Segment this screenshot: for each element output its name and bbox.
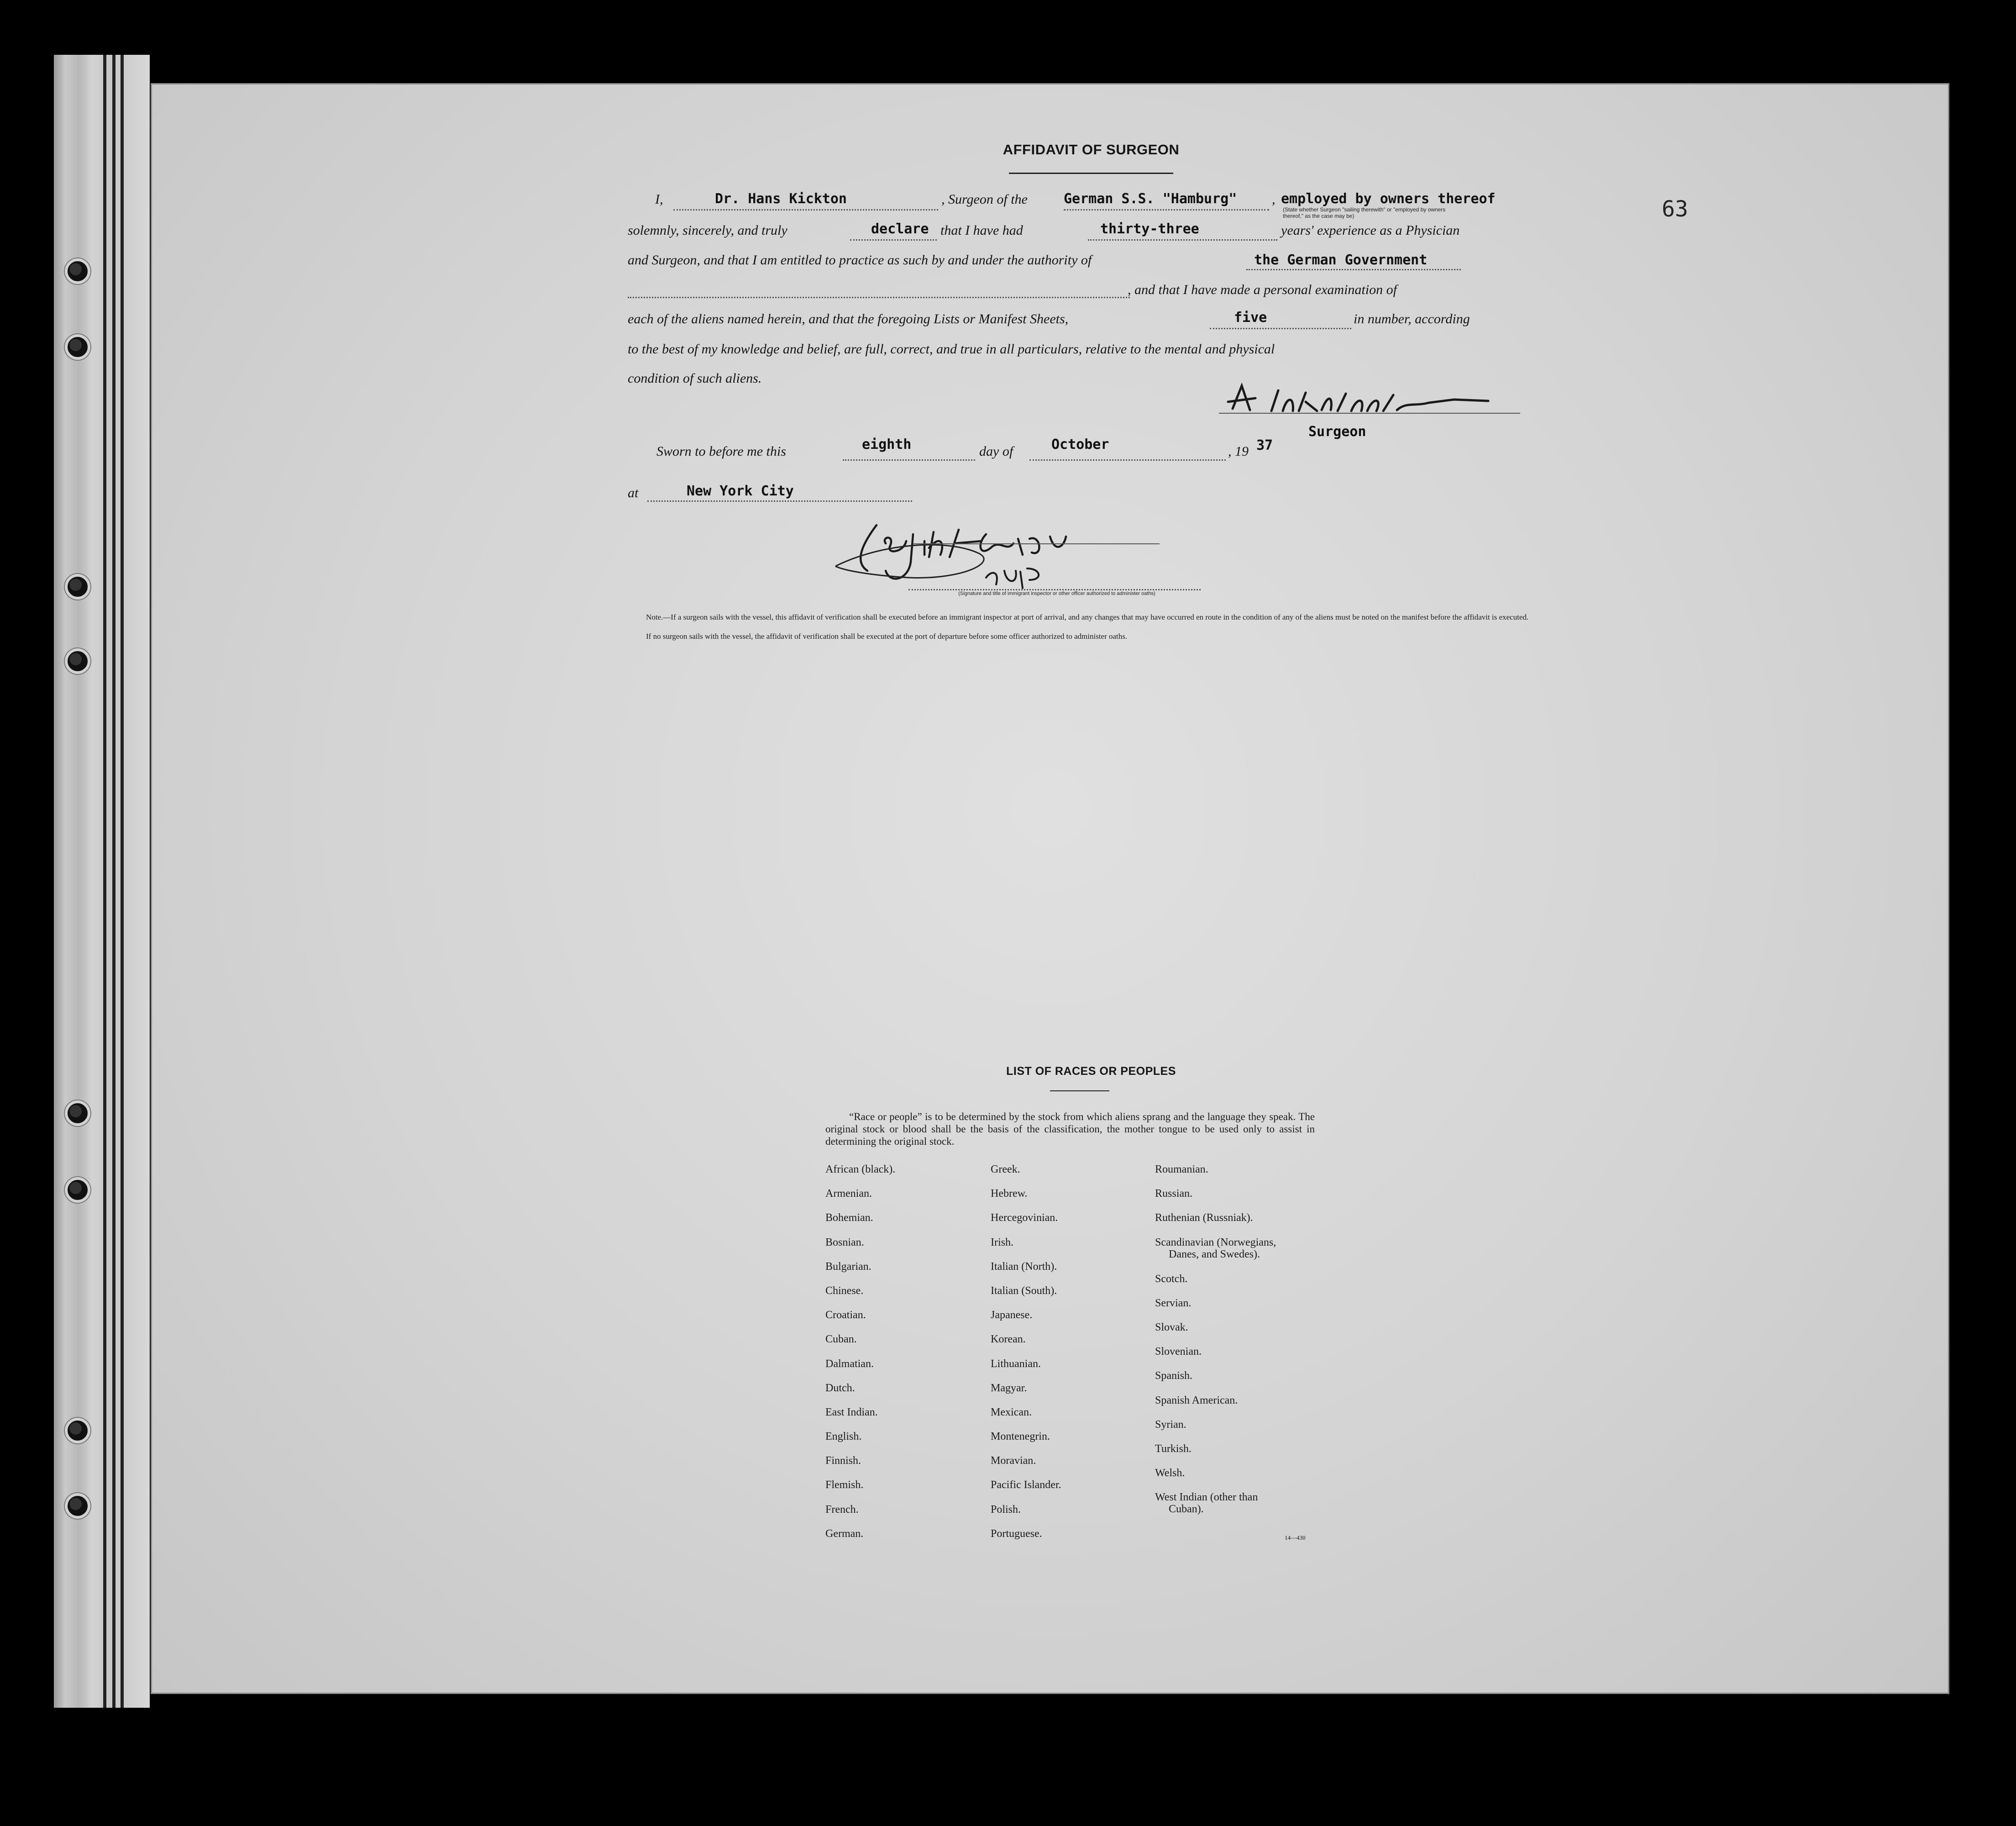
surgeon-of-the-text: , Surgeon of the xyxy=(941,192,1028,207)
race-item: Scandinavian (Norwegians, xyxy=(1155,1236,1276,1248)
race-item: Slovak. xyxy=(1155,1321,1188,1333)
punch-hole xyxy=(65,1177,90,1203)
vessel-blank xyxy=(1064,209,1269,210)
that-i-have-had-text: that I have had xyxy=(940,223,1023,238)
race-item: Ruthenian (Russniak). xyxy=(1155,1212,1253,1224)
races-column-1 xyxy=(825,1163,895,1552)
race-item: Lithuanian. xyxy=(991,1358,1041,1370)
races-title: LIST OF RACES OR PEOPLES xyxy=(1006,1065,1176,1078)
affidavit-pre-name: I, xyxy=(655,192,663,207)
punch-hole xyxy=(65,648,90,674)
race-item: Scotch. xyxy=(1155,1273,1188,1285)
race-item: Bohemian. xyxy=(825,1212,873,1224)
punch-hole xyxy=(65,334,90,360)
race-item: Finnish. xyxy=(825,1455,861,1467)
punch-hole xyxy=(65,1418,90,1443)
race-item: Spanish American. xyxy=(1155,1394,1238,1406)
race-item: Greek. xyxy=(991,1163,1020,1175)
races-intro: “Race or people” is to be determined by the stock from which aliens sprang and the language they speak. The original stock or blood shall be the basis of the classification, the mother tongue to be used only to assist in determining the original stock. xyxy=(825,1111,1315,1147)
declare-blank xyxy=(850,239,937,241)
race-item: Pacific Islander. xyxy=(991,1479,1061,1491)
surgeon-signature-line xyxy=(1219,413,1520,414)
race-item: Mexican. xyxy=(991,1406,1032,1418)
punch-hole xyxy=(65,258,90,284)
sworn-day-value: eighth xyxy=(862,437,912,453)
sworn-day-blank xyxy=(843,459,975,461)
race-item: Russian. xyxy=(1155,1188,1193,1200)
sworn-month-value: October xyxy=(1051,437,1109,453)
sworn-month-blank xyxy=(1029,459,1226,461)
race-item: Bulgarian. xyxy=(825,1260,872,1273)
page-number: 63 xyxy=(1662,196,1688,222)
officer-signature xyxy=(826,516,1155,594)
race-item: Roumanian. xyxy=(1155,1163,1208,1175)
employment-status: employed by owners thereof xyxy=(1281,191,1496,207)
surgeon-label: Surgeon xyxy=(1308,424,1366,440)
race-item: Portuguese. xyxy=(991,1527,1042,1540)
binder-edge xyxy=(54,55,150,1708)
note-paragraph-2: If no surgeon sails with the vessel, the affidavit of verification shall be executed at the port of departure before some officer authorized to administer oaths. xyxy=(646,632,1128,641)
race-item: Flemish. xyxy=(825,1479,864,1491)
authority-value: the German Government xyxy=(1254,252,1428,268)
years-blank xyxy=(1088,239,1277,241)
affidavit-title: AFFIDAVIT OF SURGEON xyxy=(1003,142,1180,158)
and-surgeon-text: and Surgeon, and that I am entitled to practice as such by and under the authority of xyxy=(628,253,1092,268)
in-number-text: in number, according xyxy=(1354,311,1470,326)
employment-instruction: (State whether Surgeon "sailing therewith" or "employed by owners thereof," as the case may be) xyxy=(1283,206,1446,219)
race-item: Dutch. xyxy=(825,1382,855,1394)
race-item: Welsh. xyxy=(1155,1467,1185,1479)
authority-continuation-blank xyxy=(628,297,1130,298)
race-item: German. xyxy=(825,1527,864,1540)
race-item: Magyar. xyxy=(991,1382,1027,1394)
binder-line xyxy=(103,55,106,1708)
race-item: East Indian. xyxy=(825,1406,878,1418)
race-item: Japanese. xyxy=(991,1309,1033,1321)
each-of-aliens-text: each of the aliens named herein, and that the foregoing Lists or Manifest Sheets, xyxy=(628,311,1069,326)
sworn-before-text: Sworn to before me this xyxy=(656,444,786,459)
race-item: French. xyxy=(825,1503,859,1516)
race-item: West Indian (other than xyxy=(1155,1491,1258,1504)
employment-comma: , xyxy=(1272,192,1276,207)
authority-blank xyxy=(1246,269,1461,270)
officer-caption: (Signature and title of immigrant inspector or other officer authorized to administer oaths) xyxy=(958,591,1155,596)
vessel-name: German S.S. "Hamburg" xyxy=(1064,191,1237,207)
races-column-3 xyxy=(1155,1163,1276,1527)
race-item: Syrian. xyxy=(1155,1418,1186,1431)
race-item: Slovenian. xyxy=(1155,1346,1202,1358)
race-item: Chinese. xyxy=(825,1284,864,1297)
personal-examination-text: , and that I have made a personal examination of xyxy=(1128,282,1397,297)
race-item: Polish. xyxy=(991,1503,1021,1516)
condition-text: condition of such aliens. xyxy=(628,371,762,386)
races-title-rule xyxy=(1050,1090,1109,1091)
race-item: Turkish. xyxy=(1155,1442,1192,1455)
race-item: Armenian. xyxy=(825,1188,872,1200)
races-list xyxy=(825,1163,1328,1556)
sheets-count: five xyxy=(1234,310,1267,326)
race-item: Korean. xyxy=(991,1333,1026,1346)
race-item: English. xyxy=(825,1431,862,1443)
race-item: Bosnian. xyxy=(825,1236,864,1248)
best-of-knowledge-text: to the best of my knowledge and belief, are full, correct, and true in all particulars, relative to the mental and physical xyxy=(628,342,1275,357)
race-item: Hercegovinian. xyxy=(991,1212,1058,1224)
race-item: Spanish. xyxy=(1155,1370,1193,1382)
form-number: 14—430 xyxy=(1285,1534,1306,1541)
race-item: Italian (South). xyxy=(991,1284,1057,1297)
name-blank xyxy=(673,209,938,210)
punch-hole xyxy=(65,1493,90,1519)
surgeon-name: Dr. Hans Kickton xyxy=(715,191,847,207)
sheets-blank xyxy=(1210,328,1351,329)
punch-hole xyxy=(65,574,90,600)
declare-word: declare xyxy=(871,221,929,237)
place-value: New York City xyxy=(687,483,794,499)
place-blank xyxy=(647,500,912,502)
races-column-2 xyxy=(991,1163,1061,1552)
day-of-text: day of xyxy=(979,444,1013,459)
at-text: at xyxy=(628,485,639,500)
years-experience-text: years' experience as a Physician xyxy=(1281,223,1460,238)
punch-hole xyxy=(65,1100,90,1126)
note-paragraph-1: Note.—If a surgeon sails with the vessel, this affidavit of verification shall be executed before an immigrant inspector at port of arrival, and any changes that may have occurred en route in the condition of any of the aliens must be noted on the manifest before the affidavit is executed. xyxy=(646,613,1529,621)
race-item: Servian. xyxy=(1155,1297,1192,1309)
officer-signature-line xyxy=(913,543,1160,544)
years-experience-value: thirty-three xyxy=(1100,221,1199,237)
race-item: Irish. xyxy=(991,1236,1013,1248)
binder-line xyxy=(121,55,124,1708)
surgeon-signature xyxy=(1214,374,1525,425)
binder-line xyxy=(112,55,116,1708)
year-suffix: 37 xyxy=(1256,437,1273,453)
title-rule xyxy=(1009,173,1173,174)
race-item: Italian (North). xyxy=(991,1260,1057,1273)
solemnly-text: solemnly, sincerely, and truly xyxy=(628,223,788,238)
race-item: Cuban. xyxy=(825,1333,857,1346)
race-item: Moravian. xyxy=(991,1455,1036,1467)
race-item: Montenegrin. xyxy=(991,1431,1050,1443)
race-item: Hebrew. xyxy=(991,1188,1028,1200)
race-item: African (black). xyxy=(825,1163,896,1175)
race-item: Dalmatian. xyxy=(825,1358,874,1370)
race-item: Cuban). xyxy=(1169,1503,1204,1516)
race-item: Danes, and Swedes). xyxy=(1169,1248,1260,1260)
race-item: Croatian. xyxy=(825,1309,866,1321)
year-prefix: , 19 xyxy=(1228,444,1249,459)
